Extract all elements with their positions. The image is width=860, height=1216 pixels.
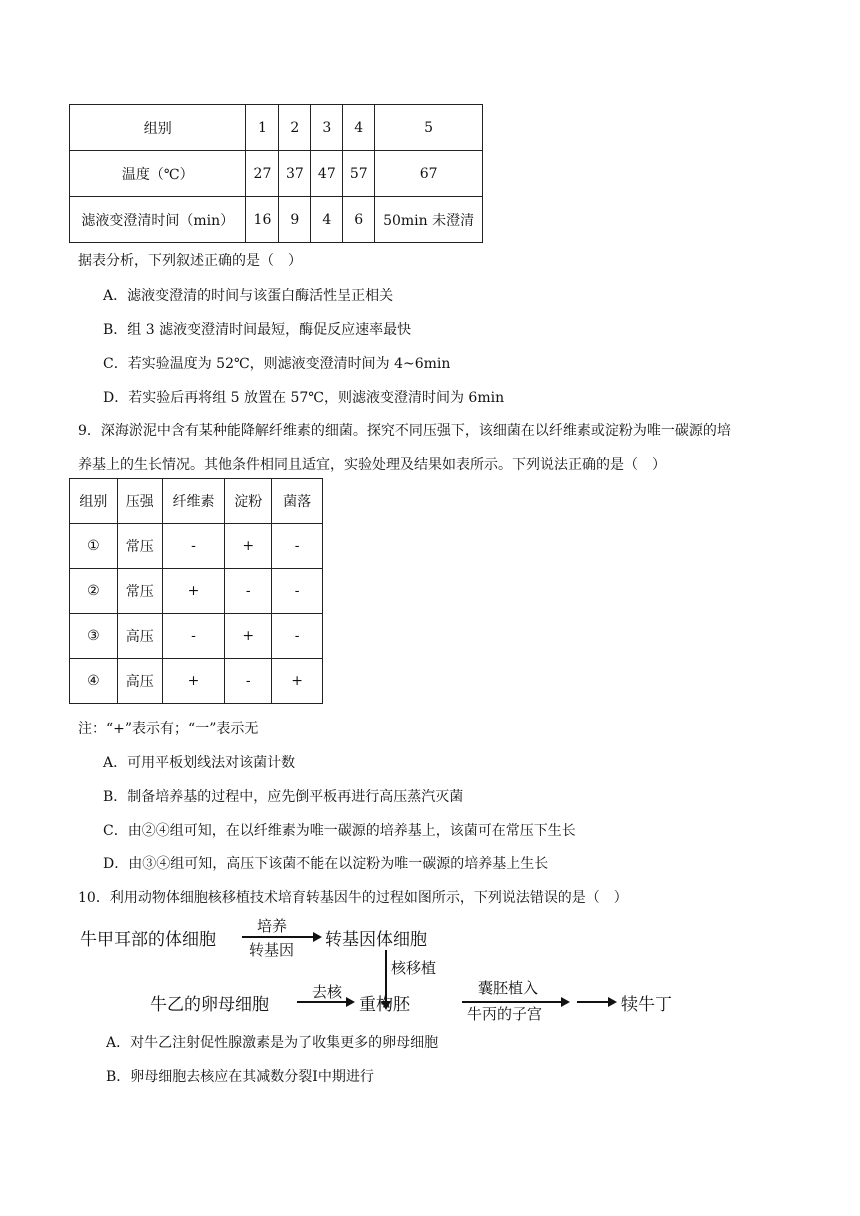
table-cell: ② [70,569,118,614]
table-row [70,105,483,151]
table-cell: - [162,524,225,569]
table-cell: 6 [343,197,375,243]
table-cell: - [225,659,272,704]
diagram-arrow2 [297,1001,347,1003]
q8-option-b[interactable]: B．组 3 滤液变澄清时间最短，酶促反应速率最快 [103,322,412,338]
table-row [70,659,323,704]
diagram-arrow2-top-label: 去核 [312,983,343,1001]
table-row [70,151,483,197]
q10-stem: 10．利用动物体细胞核移植技术培育转基因牛的过程如图所示，下列说法错误的是（ ） [78,890,628,906]
table-cell: + [162,659,225,704]
table-cell: - [272,614,323,659]
arrow-right-icon [346,997,355,1007]
table-cell: ④ [70,659,118,704]
table-cell: 常压 [117,569,162,614]
q10-option-a[interactable]: A．对牛乙注射促性腺激素是为了收集更多的卵母细胞 [106,1035,439,1051]
table-header-cell: 压强 [117,479,162,524]
arrow-right-icon [561,997,570,1007]
diagram-end-node: 犊牛丁 [621,995,672,1015]
table-cell: + [162,569,225,614]
table-cell: 高压 [117,614,162,659]
diagram-transgenic-node: 转基因体细胞 [325,930,427,950]
table-cell: + [225,524,272,569]
table-cell: 37 [279,151,311,197]
table-header-row [70,479,323,524]
q9-option-b[interactable]: B．制备培养基的过程中，应先倒平板再进行高压蒸汽灭菌 [103,789,464,805]
table-row [70,524,323,569]
diagram-arrow3-bottom-label: 牛丙的子宫 [467,1005,543,1023]
q8-option-d[interactable]: D．若实验后再将组 5 放置在 57℃，则滤液变澄清时间为 6min [103,390,505,406]
q9-option-d[interactable]: D．由③④组可知，高压下该菌不能在以淀粉为唯一碳源的培养基上生长 [103,856,549,872]
table-cell: 组别 [70,105,246,151]
diagram-arrow1-bottom-label: 转基因 [249,941,295,959]
nuclear-transfer-diagram [80,915,700,1023]
table-row [70,614,323,659]
diagram-egg-node: 牛乙的卵母细胞 [150,995,269,1015]
table-header-cell: 纤维素 [162,479,225,524]
table-header-cell: 组别 [70,479,118,524]
table-cell: 高压 [117,659,162,704]
table-cell: + [225,614,272,659]
table-cell: 常压 [117,524,162,569]
table-cell: 1 [246,105,279,151]
table-header-cell: 菌落 [272,479,323,524]
table-cell: 3 [311,105,343,151]
table-cell: 9 [279,197,311,243]
diagram-arrow4 [577,1001,609,1003]
diagram-embryo-node: 重构胚 [359,995,410,1015]
table-cell: 16 [246,197,279,243]
diagram-arrow1 [242,936,314,938]
pressure-table [69,478,323,704]
table-cell: - [272,569,323,614]
diagram-arrow3-top-label: 囊胚植入 [478,979,539,997]
q9-stem-line1: 9．深海淤泥中含有某种能降解纤维素的细菌。探究不同压强下，该细菌在以纤维素或淀粉为唯一碳源的培 [78,423,731,439]
table-cell: ③ [70,614,118,659]
temperature-table [69,104,483,243]
table-cell: 滤液变澄清时间（min） [70,197,246,243]
table-cell: - [225,569,272,614]
table-header-cell: 淀粉 [225,479,272,524]
q8-option-a[interactable]: A．滤液变澄清的时间与该蛋白酶活性呈正相关 [103,288,394,304]
arrow-right-icon [608,997,617,1007]
q9-option-a[interactable]: A．可用平板划线法对该菌计数 [103,755,296,771]
q8-option-c[interactable]: C．若实验温度为 52℃，则滤液变澄清时间为 4~6min [103,356,451,372]
q9-note: 注：“+”表示有；“一”表示无 [78,721,259,737]
table-row [70,197,483,243]
table-cell: 67 [375,151,483,197]
table-cell: - [272,524,323,569]
q9-stem-line2: 养基上的生长情况。其他条件相同且适宜，实验处理及结果如表所示。下列说法正确的是（ ） [78,457,666,473]
table-cell: - [162,614,225,659]
table-cell: 温度（℃） [70,151,246,197]
table-cell: 50min 未澄清 [375,197,483,243]
q9-option-c[interactable]: C．由②④组可知，在以纤维素为唯一碳源的培养基上，该菌可在常压下生长 [103,823,576,839]
diagram-arrow1-top-label: 培养 [257,917,288,935]
arrow-right-icon [313,932,322,942]
table-cell: 27 [246,151,279,197]
table-cell: + [272,659,323,704]
diagram-down-label: 核移植 [391,959,437,977]
table-cell: ① [70,524,118,569]
table-cell: 4 [343,105,375,151]
q10-option-b[interactable]: B．卵母细胞去核应在其减数分裂Ⅰ中期进行 [106,1069,374,1085]
table-row [70,569,323,614]
table-cell: 47 [311,151,343,197]
table-cell: 57 [343,151,375,197]
table-cell: 4 [311,197,343,243]
table-cell: 5 [375,105,483,151]
diagram-start-node: 牛甲耳部的体细胞 [80,930,216,950]
table-cell: 2 [279,105,311,151]
q8-stem: 据表分析，下列叙述正确的是（ ） [78,253,302,269]
